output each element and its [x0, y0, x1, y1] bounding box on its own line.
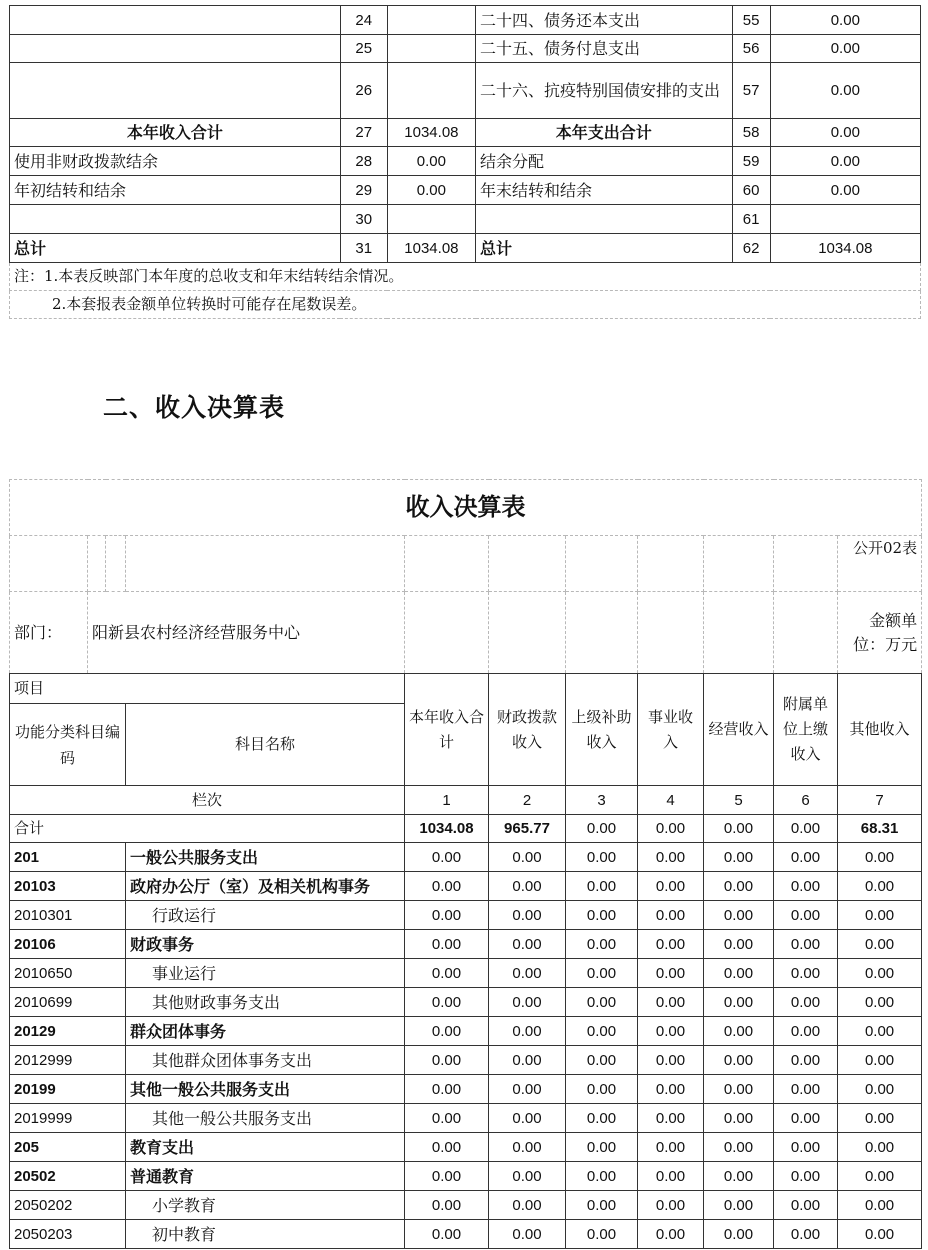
amount-cell: 0.00: [774, 1104, 838, 1133]
line-number: 28: [340, 147, 387, 176]
total-value: 0.00: [774, 815, 838, 843]
function-code: 20103: [10, 872, 126, 901]
amount-cell: 0.00: [489, 843, 566, 872]
amount-cell: 0.00: [489, 1133, 566, 1162]
amount-cell: 0.00: [489, 930, 566, 959]
amount-cell: 0.00: [774, 959, 838, 988]
amount-cell: 0.00: [838, 1104, 922, 1133]
amount-cell: 0.00: [638, 843, 704, 872]
total-value: 965.77: [489, 815, 566, 843]
line-number: 24: [340, 6, 387, 35]
amount-cell: 0.00: [838, 872, 922, 901]
table-row: [10, 1220, 922, 1249]
table-row: [10, 930, 922, 959]
col-index: 3: [566, 786, 638, 815]
function-code: 20129: [10, 1017, 126, 1046]
subject-name: 其他财政事务支出: [126, 988, 405, 1017]
total-value: 1034.08: [405, 815, 489, 843]
line-number: 26: [340, 63, 387, 119]
amount-cell: 0.00: [774, 843, 838, 872]
function-code: 2019999: [10, 1104, 126, 1133]
function-code: 20502: [10, 1162, 126, 1191]
line-number: 30: [340, 205, 387, 234]
amount-cell: 0.00: [838, 843, 922, 872]
income-item: 使用非财政拨款结余: [10, 147, 341, 176]
summary-row: [10, 119, 921, 147]
expense-item: [476, 205, 733, 234]
amount-cell: 0.00: [838, 1191, 922, 1220]
col-index: 6: [774, 786, 838, 815]
income-amount: [387, 6, 475, 35]
col-header: 财政拨款收入: [489, 674, 566, 786]
line-number: 29: [340, 176, 387, 205]
amount-cell: 0.00: [489, 1046, 566, 1075]
function-code: 2012999: [10, 1046, 126, 1075]
amount-cell: 0.00: [704, 930, 774, 959]
table-title: 收入决算表: [10, 480, 922, 536]
amount-cell: 0.00: [566, 1046, 638, 1075]
table-row: [10, 1075, 922, 1104]
amount-cell: 0.00: [704, 1220, 774, 1249]
total-value: 0.00: [638, 815, 704, 843]
subject-name: 小学教育: [126, 1191, 405, 1220]
amount-cell: 0.00: [704, 959, 774, 988]
amount-cell: 0.00: [566, 1017, 638, 1046]
amount-cell: 0.00: [489, 901, 566, 930]
total-label: 合计: [10, 815, 405, 843]
line-number: 55: [732, 6, 770, 35]
amount-cell: 0.00: [638, 988, 704, 1017]
amount-cell: 0.00: [774, 901, 838, 930]
amount-cell: 0.00: [566, 1104, 638, 1133]
amount-cell: 0.00: [489, 1075, 566, 1104]
total-value: 0.00: [704, 815, 774, 843]
col-header: 本年收入合计: [405, 674, 489, 786]
income-amount: [387, 63, 475, 119]
amount-cell: 0.00: [489, 872, 566, 901]
expense-amount: [770, 205, 920, 234]
amount-cell: 0.00: [704, 1133, 774, 1162]
subject-name: 其他一般公共服务支出: [126, 1104, 405, 1133]
expense-amount: 0.00: [770, 6, 920, 35]
amount-cell: 0.00: [489, 988, 566, 1017]
note-row: [10, 263, 921, 291]
amount-cell: 0.00: [704, 872, 774, 901]
table-row: [10, 901, 922, 930]
amount-cell: 0.00: [838, 959, 922, 988]
summary-row: [10, 35, 921, 63]
expense-item: 二十四、债务还本支出: [476, 6, 733, 35]
line-number: 58: [732, 119, 770, 147]
amount-cell: 0.00: [838, 988, 922, 1017]
amount-cell: 0.00: [566, 959, 638, 988]
amount-cell: 0.00: [405, 1220, 489, 1249]
amount-cell: 0.00: [489, 1220, 566, 1249]
amount-cell: 0.00: [638, 1017, 704, 1046]
function-code: 2010301: [10, 901, 126, 930]
function-code: 2010699: [10, 988, 126, 1017]
amount-cell: 0.00: [838, 1046, 922, 1075]
amount-cell: 0.00: [638, 1162, 704, 1191]
subject-name: 教育支出: [126, 1133, 405, 1162]
summary-row: [10, 147, 921, 176]
summary-row: [10, 234, 921, 263]
amount-cell: 0.00: [704, 901, 774, 930]
amount-cell: 0.00: [638, 930, 704, 959]
amount-cell: 0.00: [704, 988, 774, 1017]
summary-row: [10, 205, 921, 234]
amount-cell: 0.00: [638, 1075, 704, 1104]
income-item: [10, 205, 341, 234]
amount-cell: 0.00: [405, 930, 489, 959]
amount-cell: 0.00: [405, 1017, 489, 1046]
amount-cell: 0.00: [774, 1017, 838, 1046]
subject-name: 普通教育: [126, 1162, 405, 1191]
total-row: [10, 815, 922, 843]
subject-name: 财政事务: [126, 930, 405, 959]
note-row: [10, 291, 921, 319]
amount-cell: 0.00: [489, 1191, 566, 1220]
subject-name: 一般公共服务支出: [126, 843, 405, 872]
amount-cell: 0.00: [774, 1162, 838, 1191]
amount-cell: 0.00: [638, 1104, 704, 1133]
col-index: 5: [704, 786, 774, 815]
amount-cell: 0.00: [566, 1191, 638, 1220]
income-item: 本年收入合计: [10, 119, 341, 147]
subject-name: 其他群众团体事务支出: [126, 1046, 405, 1075]
amount-cell: 0.00: [566, 1075, 638, 1104]
income-amount: 0.00: [387, 176, 475, 205]
income-amount: 0.00: [387, 147, 475, 176]
table-row: [10, 1162, 922, 1191]
col-header: 经营收入: [704, 674, 774, 786]
function-code: 201: [10, 843, 126, 872]
amount-cell: 0.00: [774, 1046, 838, 1075]
amount-cell: 0.00: [838, 901, 922, 930]
amount-cell: 0.00: [566, 988, 638, 1017]
amount-cell: 0.00: [489, 1104, 566, 1133]
amount-cell: 0.00: [566, 1133, 638, 1162]
department-label: 部门：: [10, 592, 88, 674]
note-1: 注：1.本表反映部门本年度的总收支和年末结转结余情况。: [10, 263, 921, 291]
amount-cell: 0.00: [566, 1162, 638, 1191]
header-name: 科目名称: [126, 704, 405, 786]
subject-name: 事业运行: [126, 959, 405, 988]
amount-cell: 0.00: [405, 1075, 489, 1104]
amount-cell: 0.00: [774, 930, 838, 959]
summary-table: [9, 5, 921, 319]
line-number: 60: [732, 176, 770, 205]
col-index-label: 栏次: [10, 786, 405, 815]
expense-item: 二十五、债务付息支出: [476, 35, 733, 63]
col-header: 其他收入: [838, 674, 922, 786]
col-header: 附属单位上缴收入: [774, 674, 838, 786]
amount-cell: 0.00: [638, 959, 704, 988]
income-item: [10, 63, 341, 119]
table-row: [10, 1104, 922, 1133]
amount-cell: 0.00: [405, 872, 489, 901]
col-index: 4: [638, 786, 704, 815]
table-row: [10, 988, 922, 1017]
function-code: 20106: [10, 930, 126, 959]
income-item: 总计: [10, 234, 341, 263]
form-number: 公开02表: [838, 536, 922, 592]
line-number: 27: [340, 119, 387, 147]
amount-cell: 0.00: [638, 1191, 704, 1220]
line-number: 31: [340, 234, 387, 263]
income-amount: 1034.08: [387, 119, 475, 147]
line-number: 62: [732, 234, 770, 263]
amount-cell: 0.00: [774, 988, 838, 1017]
amount-cell: 0.00: [405, 1162, 489, 1191]
expense-amount: 0.00: [770, 147, 920, 176]
amount-cell: 0.00: [774, 872, 838, 901]
amount-cell: 0.00: [638, 901, 704, 930]
line-number: 56: [732, 35, 770, 63]
col-header: 事业收入: [638, 674, 704, 786]
amount-cell: 0.00: [704, 1162, 774, 1191]
amount-cell: 0.00: [566, 843, 638, 872]
amount-cell: 0.00: [838, 1017, 922, 1046]
total-value: 0.00: [566, 815, 638, 843]
function-code: 205: [10, 1133, 126, 1162]
function-code: 2050203: [10, 1220, 126, 1249]
amount-cell: 0.00: [405, 1133, 489, 1162]
subject-name: 政府办公厅（室）及相关机构事务: [126, 872, 405, 901]
line-number: 25: [340, 35, 387, 63]
table-row: [10, 959, 922, 988]
amount-cell: 0.00: [774, 1133, 838, 1162]
amount-cell: 0.00: [405, 959, 489, 988]
amount-cell: 0.00: [838, 1220, 922, 1249]
income-amount: [387, 35, 475, 63]
amount-cell: 0.00: [704, 1104, 774, 1133]
amount-cell: 0.00: [638, 1220, 704, 1249]
amount-unit: 金额单位：万元: [838, 592, 922, 674]
expense-item: 二十六、抗疫特别国债安排的支出: [476, 63, 733, 119]
amount-cell: 0.00: [489, 959, 566, 988]
expense-amount: 1034.08: [770, 234, 920, 263]
subject-name: 初中教育: [126, 1220, 405, 1249]
expense-item: 年末结转和结余: [476, 176, 733, 205]
expense-amount: 0.00: [770, 63, 920, 119]
amount-cell: 0.00: [638, 872, 704, 901]
section-heading: 二、收入决算表: [103, 393, 286, 422]
table-row: [10, 1046, 922, 1075]
amount-cell: 0.00: [838, 930, 922, 959]
expense-item: 结余分配: [476, 147, 733, 176]
amount-cell: 0.00: [405, 1104, 489, 1133]
income-item: [10, 6, 341, 35]
amount-cell: 0.00: [838, 1133, 922, 1162]
income-item: [10, 35, 341, 63]
note-2: 2.本套报表金额单位转换时可能存在尾数误差。: [10, 291, 921, 319]
amount-cell: 0.00: [566, 872, 638, 901]
line-number: 61: [732, 205, 770, 234]
table-row: [10, 872, 922, 901]
amount-cell: 0.00: [774, 1191, 838, 1220]
subject-name: 行政运行: [126, 901, 405, 930]
line-number: 57: [732, 63, 770, 119]
income-amount: [387, 205, 475, 234]
subject-name: 其他一般公共服务支出: [126, 1075, 405, 1104]
function-code: 20199: [10, 1075, 126, 1104]
expense-item: 本年支出合计: [476, 119, 733, 147]
amount-cell: 0.00: [566, 1220, 638, 1249]
amount-cell: 0.00: [405, 901, 489, 930]
table-row: [10, 1133, 922, 1162]
amount-cell: 0.00: [405, 1046, 489, 1075]
income-table: [9, 479, 922, 1249]
function-code: 2010650: [10, 959, 126, 988]
summary-row: [10, 6, 921, 35]
line-number: 59: [732, 147, 770, 176]
table-row: [10, 1191, 922, 1220]
table-row: [10, 843, 922, 872]
expense-amount: 0.00: [770, 119, 920, 147]
col-index: 1: [405, 786, 489, 815]
amount-cell: 0.00: [566, 930, 638, 959]
expense-amount: 0.00: [770, 176, 920, 205]
amount-cell: 0.00: [638, 1133, 704, 1162]
header-code: 功能分类科目编码: [10, 704, 126, 786]
amount-cell: 0.00: [774, 1075, 838, 1104]
amount-cell: 0.00: [405, 1191, 489, 1220]
amount-cell: 0.00: [489, 1162, 566, 1191]
expense-amount: 0.00: [770, 35, 920, 63]
amount-cell: 0.00: [638, 1046, 704, 1075]
table-row: [10, 1017, 922, 1046]
total-value: 68.31: [838, 815, 922, 843]
col-header: 上级补助收入: [566, 674, 638, 786]
amount-cell: 0.00: [405, 988, 489, 1017]
col-index: 2: [489, 786, 566, 815]
amount-cell: 0.00: [704, 1075, 774, 1104]
summary-row: [10, 176, 921, 205]
expense-item: 总计: [476, 234, 733, 263]
income-item: 年初结转和结余: [10, 176, 341, 205]
header-project: 项目: [10, 674, 405, 704]
department-name: 阳新县农村经济经营服务中心: [88, 592, 405, 674]
amount-cell: 0.00: [405, 843, 489, 872]
summary-row: [10, 63, 921, 119]
amount-cell: 0.00: [774, 1220, 838, 1249]
function-code: 2050202: [10, 1191, 126, 1220]
amount-cell: 0.00: [566, 901, 638, 930]
amount-cell: 0.00: [704, 1191, 774, 1220]
income-amount: 1034.08: [387, 234, 475, 263]
subject-name: 群众团体事务: [126, 1017, 405, 1046]
amount-cell: 0.00: [704, 1046, 774, 1075]
col-index: 7: [838, 786, 922, 815]
amount-cell: 0.00: [838, 1162, 922, 1191]
amount-cell: 0.00: [704, 1017, 774, 1046]
amount-cell: 0.00: [704, 843, 774, 872]
amount-cell: 0.00: [838, 1075, 922, 1104]
amount-cell: 0.00: [489, 1017, 566, 1046]
